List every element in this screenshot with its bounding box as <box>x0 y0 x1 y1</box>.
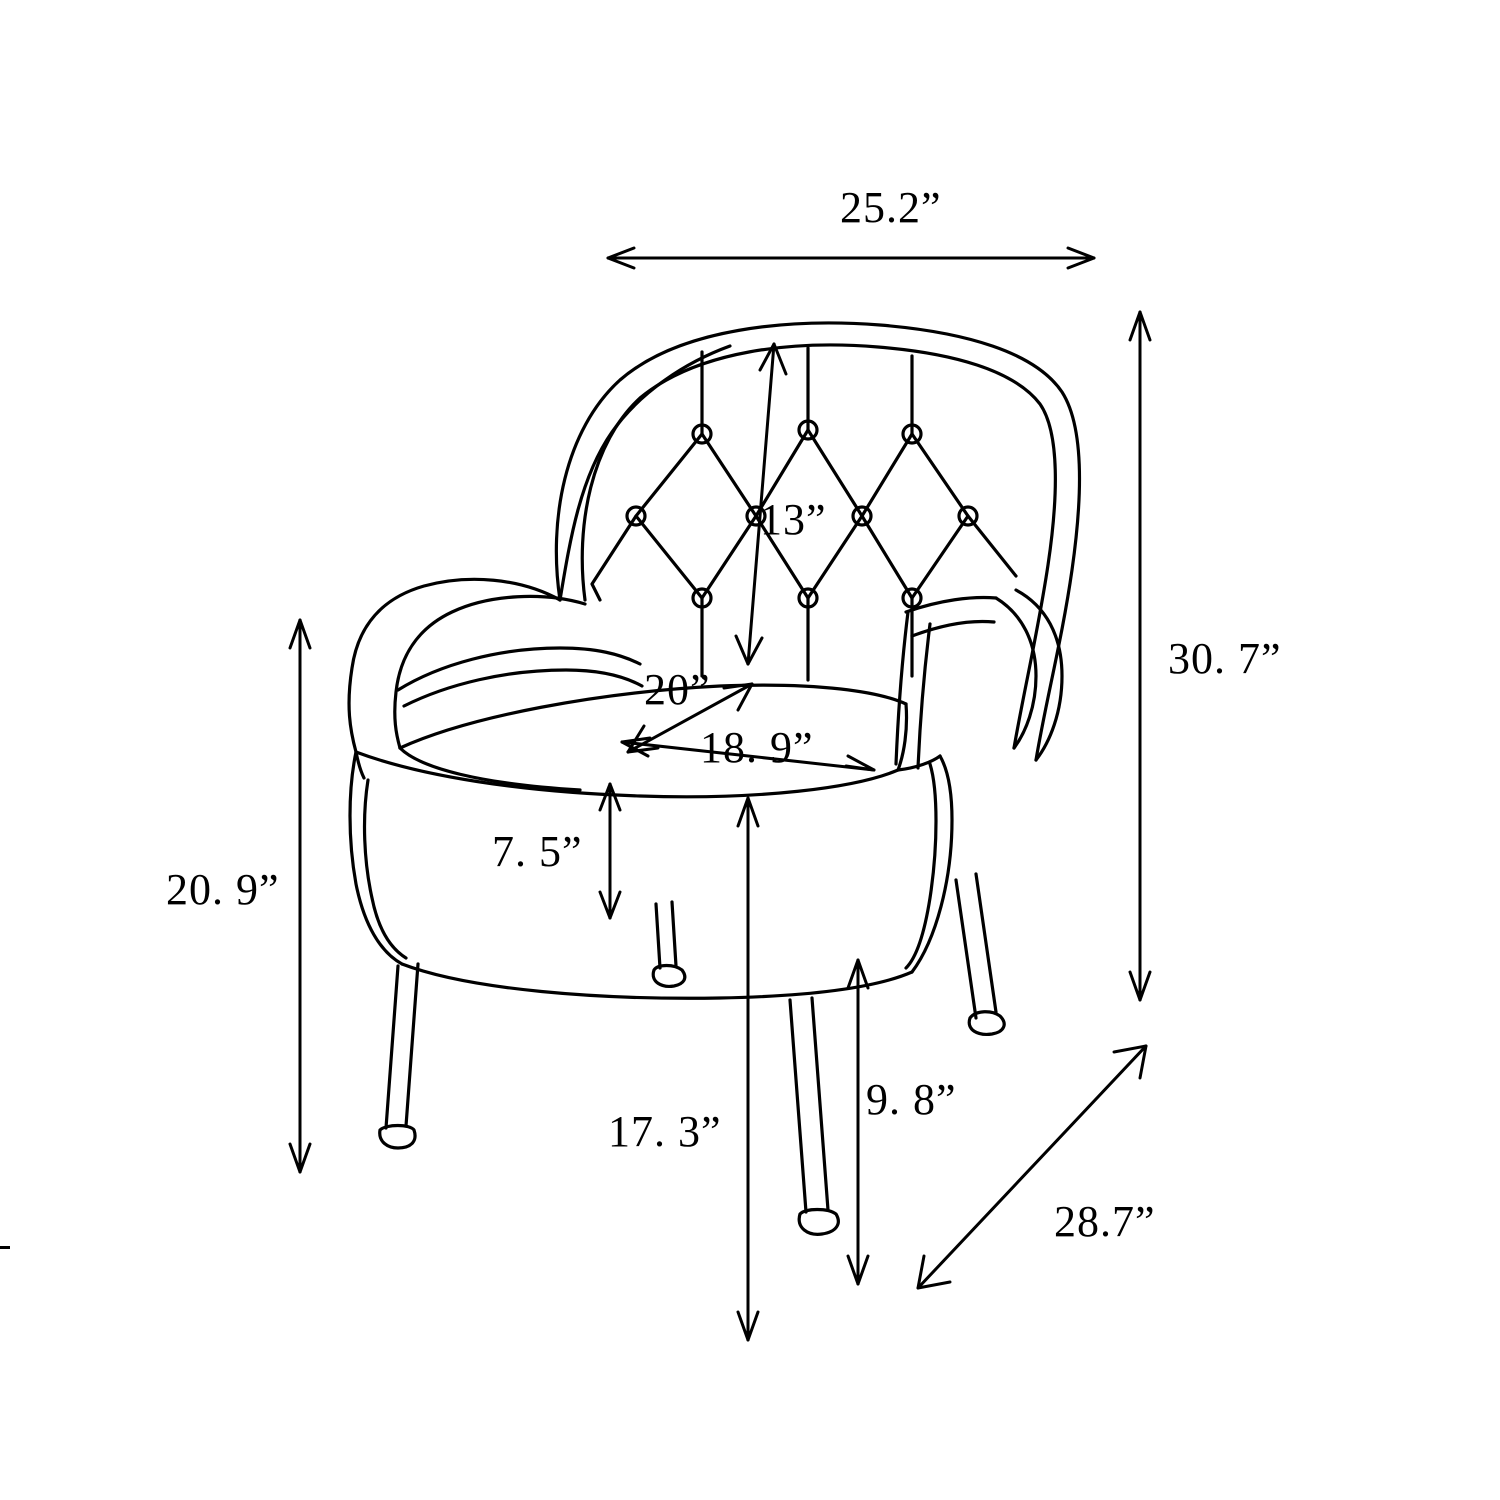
leg-front-right-outer <box>812 998 828 1210</box>
leg-front-right-inner <box>790 1000 806 1212</box>
leg-back-left-outer <box>672 902 676 966</box>
dim-label-overall-width: 25.2” <box>840 183 942 232</box>
dim-label-seat-width: 18. 9” <box>700 723 814 772</box>
right-arm-side-crease-2 <box>918 624 930 768</box>
tuft-edge-right <box>968 516 1016 576</box>
dim-arrow-seat-width-right <box>846 756 874 770</box>
leg-front-left-outer <box>406 964 418 1126</box>
dim-label-cushion-thickness: 7. 5” <box>492 827 583 876</box>
dim-label-seat-height: 17. 3” <box>608 1107 722 1156</box>
left-arm-inner <box>395 596 585 748</box>
leg-back-left-foot <box>653 966 685 987</box>
leg-back-left-inner <box>656 904 660 968</box>
dim-label-backrest-height: 13” <box>760 495 827 544</box>
leg-back-right-foot <box>969 1012 1004 1035</box>
leg-back-right-inner <box>956 880 976 1018</box>
back-left-crease <box>560 346 730 600</box>
base-right-outline <box>912 756 952 972</box>
dim-label-overall-height: 30. 7” <box>1168 634 1282 683</box>
dim-label-overall-depth: 28.7” <box>1054 1197 1156 1246</box>
base-left-outline <box>350 752 402 964</box>
tuft-edge-left <box>592 516 636 600</box>
seat-cushion-front-edge <box>356 752 898 797</box>
dim-label-leg-height: 9. 8” <box>866 1075 957 1124</box>
leg-back-right-outer <box>976 874 996 1012</box>
dim-label-seat-depth: 20” <box>644 665 711 714</box>
left-arm-top-crease-2 <box>404 670 642 706</box>
dim-label-arm-height: 20. 9” <box>166 865 280 914</box>
right-arm-front-crease-2 <box>912 622 994 636</box>
left-arm-top-crease <box>398 648 640 690</box>
leg-front-left-inner <box>386 966 398 1128</box>
